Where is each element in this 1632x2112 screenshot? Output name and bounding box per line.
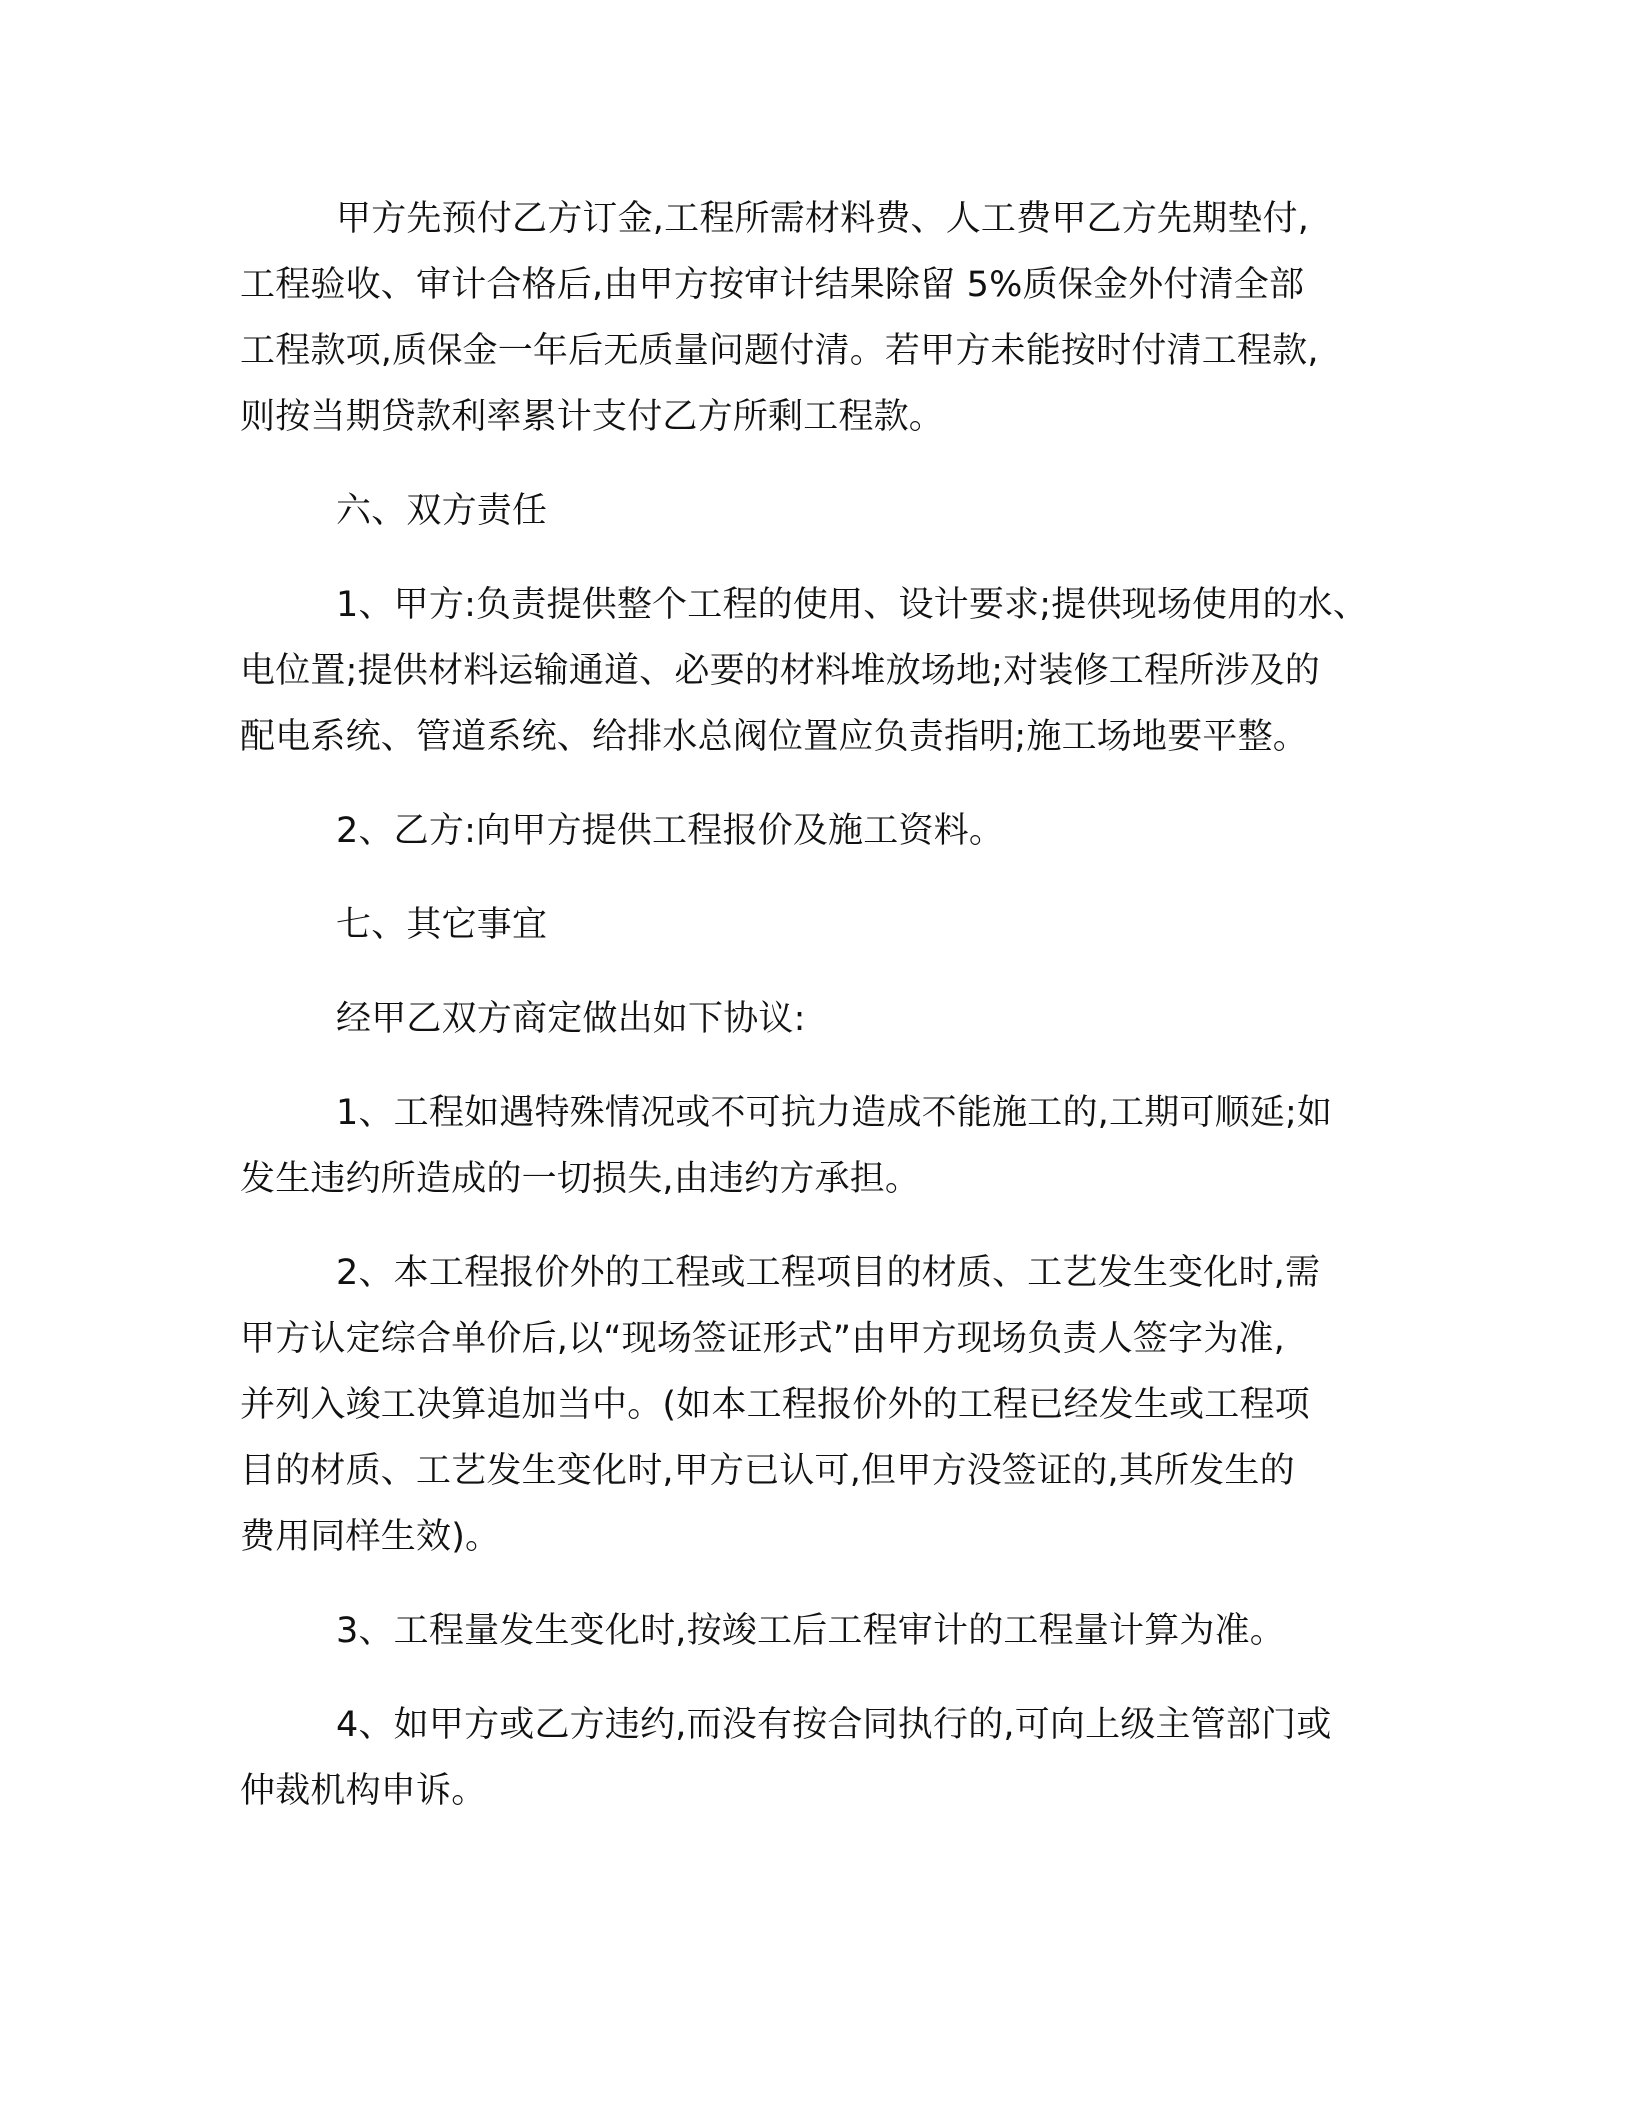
text-line: 则按当期贷款利率累计支付乙方所剩工程款。 (240, 397, 945, 437)
text-line: 经甲乙双方商定做出如下协议: (336, 999, 806, 1039)
paragraph-item-3 (240, 1598, 1400, 1664)
paragraph-item-2 (240, 1240, 1400, 1570)
text-line: 配电系统、管道系统、给排水总阀位置应负责指明;施工场地要平整。 (240, 717, 1308, 757)
paragraph-agreement-intro (240, 986, 1400, 1052)
text-line: 工程验收、审计合格后,由甲方按审计结果除留 5%质保金外付清全部 (240, 265, 1305, 305)
paragraph-item-4 (240, 1692, 1400, 1824)
document-body (240, 186, 1400, 1824)
text-line: 目的材质、工艺发生变化时,甲方已认可,但甲方没签证的,其所发生的 (240, 1451, 1295, 1491)
section-heading-responsibilities (240, 478, 1400, 544)
text-line: 1、工程如遇特殊情况或不可抗力造成不能施工的,工期可顺延;如 (336, 1093, 1333, 1133)
section-heading-other-matters (240, 892, 1400, 958)
text-line: 1、甲方:负责提供整个工程的使用、设计要求;提供现场使用的水、 (336, 585, 1369, 625)
text-line: 费用同样生效)。 (240, 1517, 501, 1557)
text-line: 2、乙方:向甲方提供工程报价及施工资料。 (336, 811, 1005, 851)
text-line: 电位置;提供材料运输通道、必要的材料堆放场地;对装修工程所涉及的 (240, 651, 1320, 691)
heading-text: 七、其它事宜 (336, 905, 548, 945)
text-line: 甲方先预付乙方订金,工程所需材料费、人工费甲乙方先期垫付, (336, 199, 1310, 239)
paragraph-payment-terms (240, 186, 1400, 450)
text-line: 甲方认定综合单价后,以“现场签证形式”由甲方现场负责人签字为准, (240, 1319, 1285, 1359)
paragraph-party-a-responsibility (240, 572, 1400, 770)
text-line: 4、如甲方或乙方违约,而没有按合同执行的,可向上级主管部门或 (336, 1705, 1332, 1745)
paragraph-party-b-responsibility (240, 798, 1400, 864)
text-line: 2、本工程报价外的工程或工程项目的材质、工艺发生变化时,需 (336, 1253, 1321, 1293)
heading-text: 六、双方责任 (336, 491, 548, 531)
text-line: 并列入竣工决算追加当中。(如本工程报价外的工程已经发生或工程项 (240, 1385, 1310, 1425)
text-line: 3、工程量发生变化时,按竣工后工程审计的工程量计算为准。 (336, 1611, 1285, 1651)
text-line: 发生违约所造成的一切损失,由违约方承担。 (240, 1159, 921, 1199)
text-line: 工程款项,质保金一年后无质量问题付清。若甲方未能按时付清工程款, (240, 331, 1319, 371)
text-line: 仲裁机构申诉。 (240, 1771, 487, 1811)
paragraph-item-1 (240, 1080, 1400, 1212)
